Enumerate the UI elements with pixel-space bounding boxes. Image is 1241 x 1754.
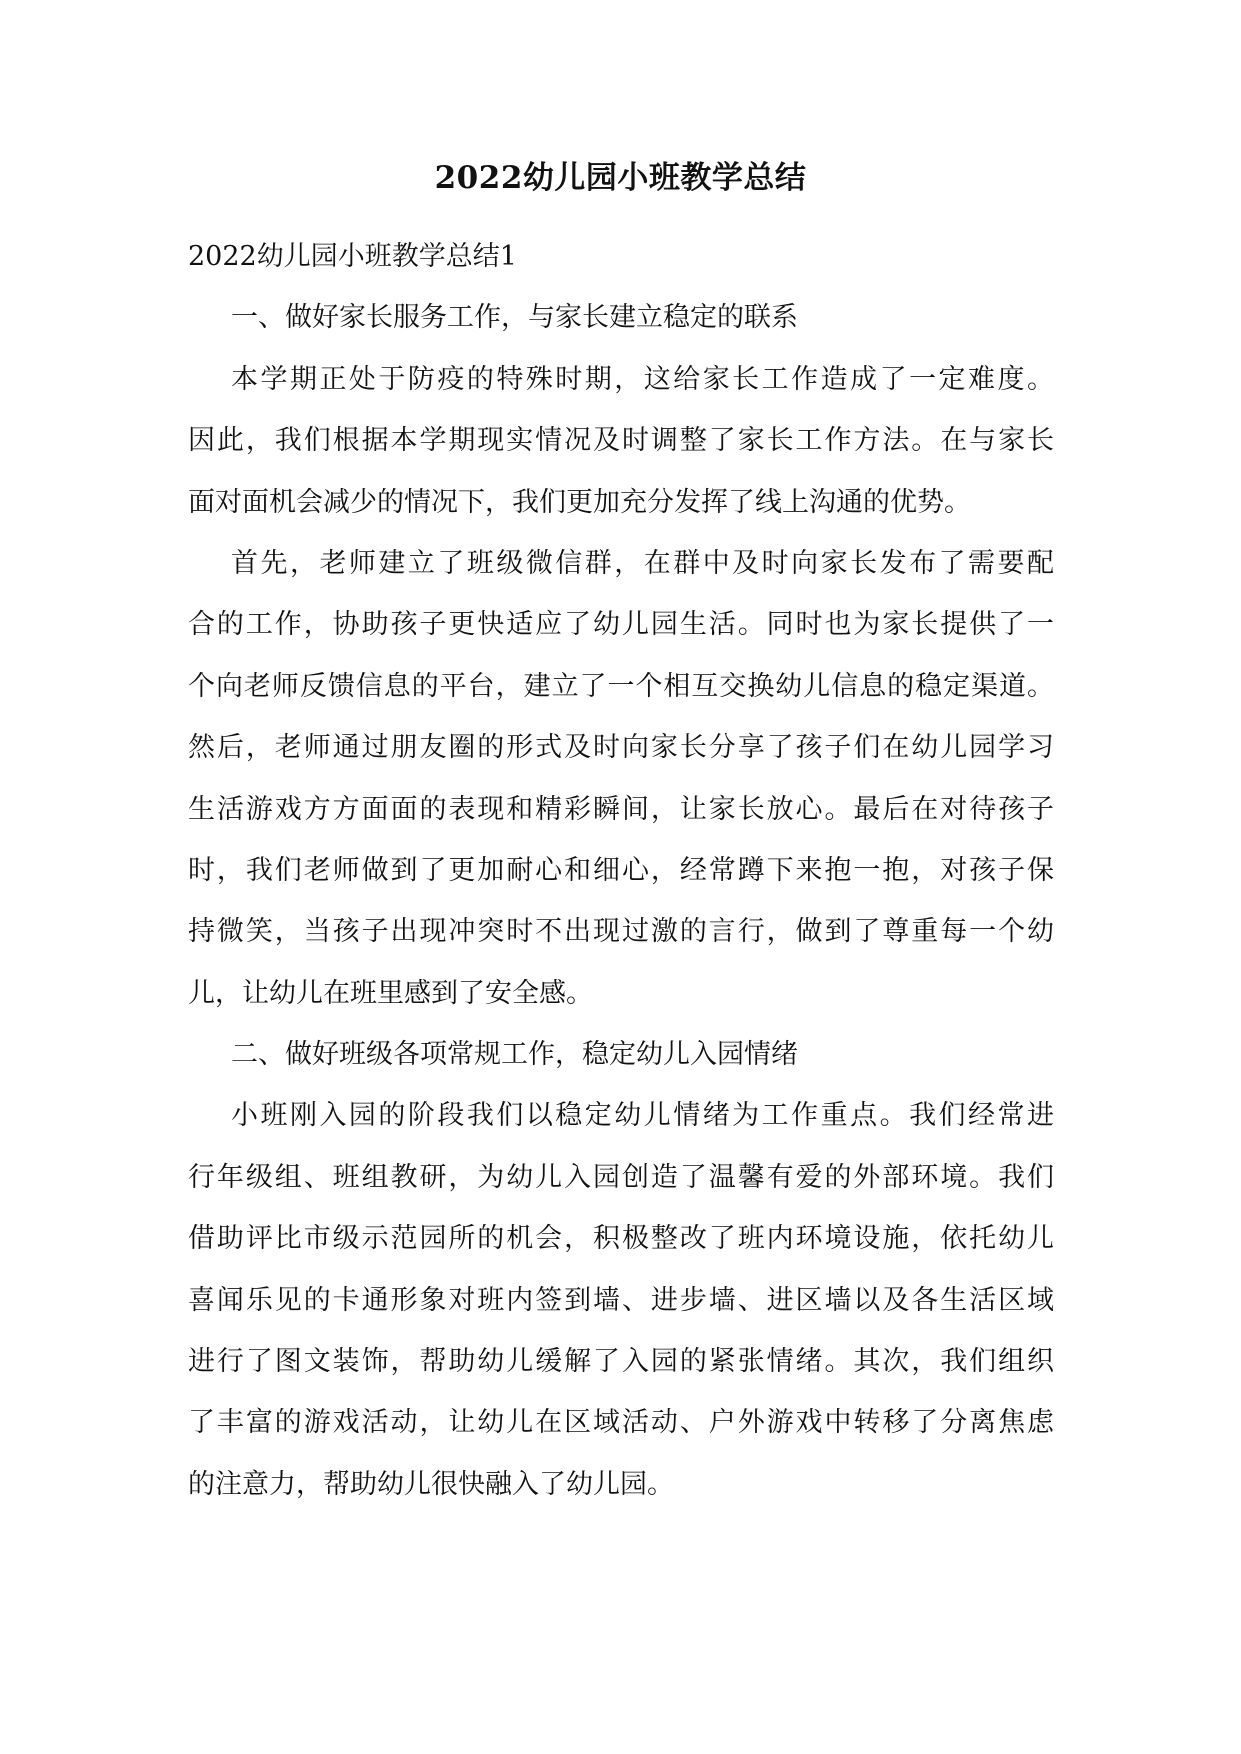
paragraph-line: 进行了图文装饰，帮助幼儿缓解了入园的紧张情绪。其次，我们组织 bbox=[188, 1346, 1054, 1378]
document-subtitle: 2022幼儿园小班教学总结1 bbox=[188, 241, 517, 272]
paragraph-line: 生活游戏方方面面的表现和精彩瞬间，让家长放心。最后在对待孩子 bbox=[188, 793, 1054, 825]
paragraph-line: 喜闻乐见的卡通形象对班内签到墙、进步墙、进区墙以及各生活区域 bbox=[188, 1284, 1054, 1316]
paragraph-line: 面对面机会减少的情况下，我们更加充分发挥了线上沟通的优势。 bbox=[188, 486, 971, 518]
document-title: 2022幼儿园小班教学总结 bbox=[434, 160, 807, 196]
paragraph-1 bbox=[188, 349, 1054, 533]
paragraph-2 bbox=[188, 533, 1054, 1024]
paragraph-line: 因此，我们根据本学期现实情况及时调整了家长工作方法。在与家长 bbox=[188, 425, 1054, 457]
paragraph-line: 首先，老师建立了班级微信群，在群中及时向家长发布了需要配 bbox=[231, 547, 1054, 579]
paragraph-line: 本学期正处于防疫的特殊时期，这给家长工作造成了一定难度。 bbox=[231, 363, 1054, 395]
paragraph-line: 持微笑，当孩子出现冲突时不出现过激的言行，做到了尊重每一个幼 bbox=[188, 916, 1054, 948]
paragraph-line: 儿，让幼儿在班里感到了安全感。 bbox=[188, 977, 593, 1009]
paragraph-line: 合的工作，协助孩子更快适应了幼儿园生活。同时也为家长提供了一 bbox=[188, 609, 1054, 641]
paragraph-line: 借助评比市级示范园所的机会，积极整改了班内环境设施，依托幼儿 bbox=[188, 1223, 1054, 1255]
section-heading-2: 二、做好班级各项常规工作，稳定幼儿入园情绪 bbox=[231, 1039, 798, 1071]
paragraph-line: 了丰富的游戏活动，让幼儿在区域活动、户外游戏中转移了分离焦虑 bbox=[188, 1407, 1054, 1439]
paragraph-3 bbox=[188, 1085, 1054, 1515]
document-body bbox=[188, 226, 1054, 1515]
paragraph-line: 然后，老师通过朋友圈的形式及时向家长分享了孩子们在幼儿园学习 bbox=[188, 732, 1054, 764]
paragraph-line: 行年级组、班组教研，为幼儿入园创造了温馨有爱的外部环境。我们 bbox=[188, 1161, 1054, 1193]
paragraph-line: 的注意力，帮助幼儿很快融入了幼儿园。 bbox=[188, 1468, 674, 1500]
paragraph-line: 时，我们老师做到了更加耐心和细心，经常蹲下来抱一抱，对孩子保 bbox=[188, 854, 1054, 886]
paragraph-line: 个向老师反馈信息的平台，建立了一个相互交换幼儿信息的稳定渠道。 bbox=[188, 670, 1054, 702]
section-heading-1: 一、做好家长服务工作，与家长建立稳定的联系 bbox=[231, 302, 798, 334]
paragraph-line: 小班刚入园的阶段我们以稳定幼儿情绪为工作重点。我们经常进 bbox=[231, 1100, 1054, 1132]
